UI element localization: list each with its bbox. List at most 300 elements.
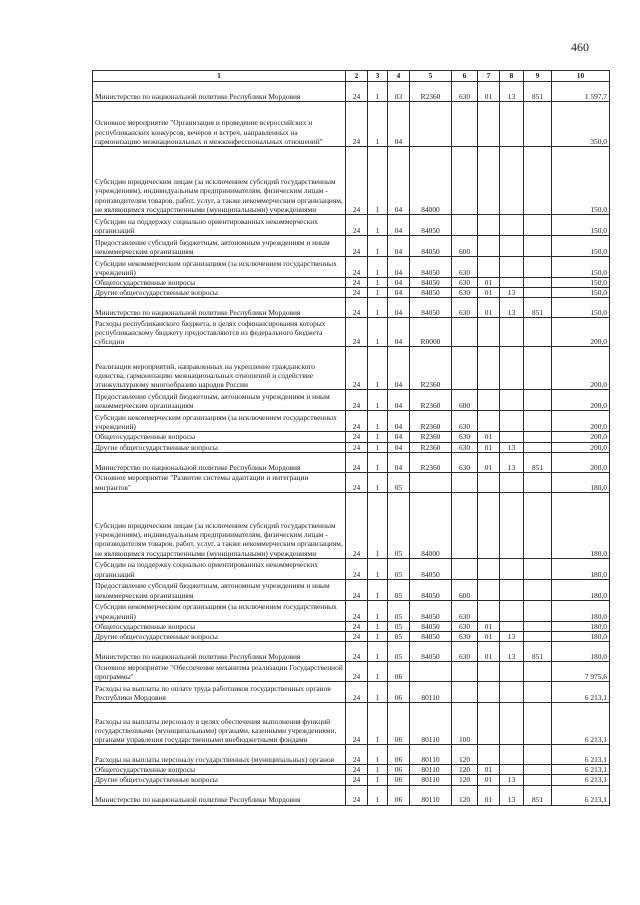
- col-header: 4: [388, 71, 410, 82]
- cell-code: 630: [452, 600, 478, 621]
- cell-amount: 200,0: [552, 390, 610, 411]
- cell-name: Другие общегосударственные вопросы: [93, 288, 346, 298]
- cell-code: 1: [368, 642, 388, 662]
- cell-code: 1: [368, 390, 388, 411]
- cell-code: 04: [388, 411, 410, 432]
- cell-code: 80110: [410, 785, 452, 805]
- cell-code: 630: [452, 452, 478, 472]
- cell-code: [452, 318, 478, 347]
- cell-code: 24: [346, 662, 368, 682]
- cell-code: [500, 432, 524, 442]
- cell-code: 01: [478, 775, 500, 785]
- cell-code: 05: [388, 492, 410, 558]
- cell-amount: 200,0: [552, 411, 610, 432]
- cell-amount: 180,0: [552, 621, 610, 631]
- cell-amount: 200,0: [552, 452, 610, 472]
- table-row: [93, 347, 610, 390]
- cell-code: [524, 236, 552, 257]
- cell-code: [524, 621, 552, 631]
- cell-amount: 6 213,1: [552, 765, 610, 775]
- table-row: [93, 745, 610, 765]
- cell-code: 1: [368, 288, 388, 298]
- cell-code: [524, 662, 552, 682]
- cell-name: Другие общегосударственные вопросы: [93, 442, 346, 452]
- cell-code: [500, 411, 524, 432]
- cell-code: 05: [388, 472, 410, 492]
- cell-code: [478, 745, 500, 765]
- cell-code: [478, 318, 500, 347]
- cell-code: 1: [368, 775, 388, 785]
- cell-code: [452, 472, 478, 492]
- cell-code: [478, 411, 500, 432]
- cell-code: [452, 492, 478, 558]
- cell-code: 120: [452, 785, 478, 805]
- cell-code: [524, 288, 552, 298]
- cell-code: 1: [368, 347, 388, 390]
- cell-code: 84050: [410, 621, 452, 631]
- cell-code: 100: [452, 703, 478, 745]
- cell-code: 13: [500, 632, 524, 642]
- cell-amount: 200,0: [552, 318, 610, 347]
- cell-code: 630: [452, 257, 478, 278]
- cell-code: 04: [388, 257, 410, 278]
- cell-amount: 6 213,1: [552, 785, 610, 805]
- cell-code: 24: [346, 298, 368, 318]
- cell-code: [478, 579, 500, 600]
- cell-code: 04: [388, 347, 410, 390]
- cell-name: Субсидии юридическим лицам (за исключением субсидий государственным учреждениям), индивидуальным предпринимателям, физическим лицам - производителям товаров, работ, услуг, а также некоммерческим организациям, не являющимся государственными (муниципальными) учреждениями: [93, 147, 346, 215]
- cell-code: 24: [346, 472, 368, 492]
- cell-code: 600: [452, 579, 478, 600]
- table-row: [93, 236, 610, 257]
- cell-name: Расходы республиканского бюджета, в целях софинансирования которых республиканскому бюджету предоставляются из федерального бюджета субсидии: [93, 318, 346, 347]
- cell-code: 24: [346, 432, 368, 442]
- cell-code: [500, 703, 524, 745]
- cell-code: 1: [368, 745, 388, 765]
- cell-code: [500, 278, 524, 288]
- cell-code: 1: [368, 632, 388, 642]
- header-row: [93, 71, 610, 82]
- cell-code: 04: [388, 147, 410, 215]
- cell-code: [452, 662, 478, 682]
- table-row: [93, 632, 610, 642]
- cell-code: [478, 215, 500, 236]
- cell-code: [524, 492, 552, 558]
- cell-code: 05: [388, 558, 410, 579]
- cell-code: 24: [346, 147, 368, 215]
- cell-code: 1: [368, 147, 388, 215]
- cell-code: 24: [346, 600, 368, 621]
- cell-code: 05: [388, 579, 410, 600]
- cell-name: Министерство по национальной политике Республики Мордовия: [93, 785, 346, 805]
- cell-code: [524, 765, 552, 775]
- cell-code: 851: [524, 642, 552, 662]
- cell-name: Реализация мероприятий, направленных на укрепление гражданского единства, гармонизацию межнациональных отношений и содействие этнокультурному многообразию народов России: [93, 347, 346, 390]
- cell-code: 84050: [410, 298, 452, 318]
- cell-code: 24: [346, 102, 368, 147]
- cell-code: 04: [388, 236, 410, 257]
- cell-code: [500, 492, 524, 558]
- cell-code: 1: [368, 257, 388, 278]
- cell-code: 04: [388, 298, 410, 318]
- cell-code: [524, 278, 552, 288]
- cell-code: 24: [346, 558, 368, 579]
- col-header: 5: [410, 71, 452, 82]
- cell-code: 24: [346, 642, 368, 662]
- cell-code: 24: [346, 215, 368, 236]
- cell-code: 1: [368, 318, 388, 347]
- cell-name: Основное мероприятие "Обеспечение механизма реализации Государственной программы": [93, 662, 346, 682]
- cell-code: R2360: [410, 390, 452, 411]
- cell-code: 13: [500, 442, 524, 452]
- cell-amount: 150,0: [552, 278, 610, 288]
- cell-code: 1: [368, 298, 388, 318]
- cell-code: 1: [368, 682, 388, 703]
- cell-code: [500, 558, 524, 579]
- cell-code: 80110: [410, 703, 452, 745]
- table-row: [93, 318, 610, 347]
- cell-code: 84050: [410, 600, 452, 621]
- cell-name: Предоставление субсидий бюджетным, автономным учреждениям и иным некоммерческим организациям: [93, 579, 346, 600]
- cell-code: [524, 472, 552, 492]
- cell-code: [478, 102, 500, 147]
- cell-code: [500, 662, 524, 682]
- cell-code: R2360: [410, 347, 452, 390]
- table-row: [93, 642, 610, 662]
- cell-code: R2360: [410, 82, 452, 102]
- cell-name: Министерство по национальной политике Республики Мордовия: [93, 82, 346, 102]
- cell-code: 84000: [410, 492, 452, 558]
- cell-code: 01: [478, 452, 500, 472]
- cell-code: 1: [368, 432, 388, 442]
- cell-code: 05: [388, 600, 410, 621]
- cell-code: 01: [478, 278, 500, 288]
- cell-code: 630: [452, 632, 478, 642]
- cell-code: 04: [388, 432, 410, 442]
- cell-code: 24: [346, 347, 368, 390]
- cell-code: 84050: [410, 288, 452, 298]
- cell-code: [500, 236, 524, 257]
- cell-code: 630: [452, 82, 478, 102]
- cell-code: [410, 472, 452, 492]
- cell-code: [500, 600, 524, 621]
- cell-name: Субсидии некоммерческим организациям (за исключением государственных учреждений): [93, 411, 346, 432]
- cell-amount: 150,0: [552, 257, 610, 278]
- cell-amount: 200,0: [552, 432, 610, 442]
- cell-code: 13: [500, 288, 524, 298]
- cell-code: [524, 215, 552, 236]
- cell-code: 06: [388, 765, 410, 775]
- cell-name: Расходы на выплаты по оплате труда работников государственных органов Республики Мордовия: [93, 682, 346, 703]
- cell-code: 120: [452, 765, 478, 775]
- cell-code: 120: [452, 775, 478, 785]
- col-header: 10: [552, 71, 610, 82]
- cell-name: Министерство по национальной политике Республики Мордовия: [93, 642, 346, 662]
- cell-name: Субсидии некоммерческим организациям (за исключением государственных учреждений): [93, 257, 346, 278]
- table-row: [93, 82, 610, 102]
- cell-code: [500, 215, 524, 236]
- cell-name: Субсидии юридическим лицам (за исключением субсидий государственным учреждениям), индивидуальным предпринимателям, физическим лицам - производителям товаров, работ, услуг, а также некоммерческим организациям, не являющимся государственными (муниципальными) учреждениями: [93, 492, 346, 558]
- cell-code: [478, 600, 500, 621]
- cell-code: [524, 745, 552, 765]
- cell-code: 24: [346, 682, 368, 703]
- cell-code: 1: [368, 215, 388, 236]
- col-header: 7: [478, 71, 500, 82]
- col-header: 3: [368, 71, 388, 82]
- table-row: [93, 775, 610, 785]
- cell-code: 04: [388, 442, 410, 452]
- cell-name: Общегосударственные вопросы: [93, 432, 346, 442]
- cell-code: 851: [524, 452, 552, 472]
- table-row: [93, 703, 610, 745]
- table-row: [93, 492, 610, 558]
- table-row: [93, 621, 610, 631]
- col-header: 1: [93, 71, 346, 82]
- cell-code: [500, 102, 524, 147]
- cell-code: 04: [388, 102, 410, 147]
- table-row: [93, 102, 610, 147]
- table-row: [93, 600, 610, 621]
- col-header: 9: [524, 71, 552, 82]
- cell-code: [452, 147, 478, 215]
- cell-code: [478, 703, 500, 745]
- cell-code: 630: [452, 298, 478, 318]
- cell-code: [524, 600, 552, 621]
- cell-code: 04: [388, 215, 410, 236]
- cell-code: 1: [368, 785, 388, 805]
- cell-code: 24: [346, 236, 368, 257]
- cell-code: 06: [388, 682, 410, 703]
- cell-code: 84050: [410, 632, 452, 642]
- cell-code: [452, 215, 478, 236]
- cell-code: 600: [452, 390, 478, 411]
- cell-amount: 150,0: [552, 215, 610, 236]
- cell-code: [478, 147, 500, 215]
- table-row: [93, 682, 610, 703]
- cell-code: 630: [452, 642, 478, 662]
- cell-code: 84050: [410, 215, 452, 236]
- cell-code: 80110: [410, 682, 452, 703]
- cell-code: 13: [500, 775, 524, 785]
- cell-code: R2360: [410, 411, 452, 432]
- cell-code: [478, 347, 500, 390]
- cell-name: Общегосударственные вопросы: [93, 765, 346, 775]
- cell-code: [500, 472, 524, 492]
- cell-code: [478, 682, 500, 703]
- cell-code: R0000: [410, 318, 452, 347]
- cell-code: 24: [346, 492, 368, 558]
- cell-code: 06: [388, 785, 410, 805]
- cell-code: 84050: [410, 642, 452, 662]
- cell-code: 24: [346, 411, 368, 432]
- cell-amount: 180,0: [552, 472, 610, 492]
- cell-code: 1: [368, 662, 388, 682]
- cell-code: 84050: [410, 236, 452, 257]
- cell-code: [524, 632, 552, 642]
- cell-code: 01: [478, 621, 500, 631]
- cell-code: [500, 745, 524, 765]
- cell-code: 24: [346, 765, 368, 775]
- cell-code: [452, 682, 478, 703]
- cell-code: [524, 390, 552, 411]
- cell-amount: 180,0: [552, 632, 610, 642]
- cell-code: [500, 390, 524, 411]
- cell-code: 851: [524, 785, 552, 805]
- cell-code: 24: [346, 632, 368, 642]
- cell-code: [500, 579, 524, 600]
- cell-code: 84000: [410, 147, 452, 215]
- table-row: [93, 765, 610, 775]
- cell-code: [500, 147, 524, 215]
- table-row: [93, 298, 610, 318]
- cell-name: Министерство по национальной политике Республики Мордовия: [93, 452, 346, 472]
- cell-code: 24: [346, 288, 368, 298]
- cell-name: Другие общегосударственные вопросы: [93, 775, 346, 785]
- cell-code: [500, 682, 524, 703]
- cell-code: [478, 257, 500, 278]
- cell-code: 13: [500, 785, 524, 805]
- cell-code: 01: [478, 642, 500, 662]
- cell-amount: 6 213,1: [552, 682, 610, 703]
- cell-code: 630: [452, 621, 478, 631]
- cell-code: 851: [524, 82, 552, 102]
- cell-amount: 180,0: [552, 579, 610, 600]
- cell-code: 1: [368, 411, 388, 432]
- cell-code: 04: [388, 318, 410, 347]
- cell-code: 24: [346, 745, 368, 765]
- cell-code: 1: [368, 558, 388, 579]
- cell-code: 1: [368, 703, 388, 745]
- cell-code: 06: [388, 703, 410, 745]
- cell-code: 630: [452, 288, 478, 298]
- cell-code: 24: [346, 785, 368, 805]
- cell-code: 84050: [410, 579, 452, 600]
- cell-name: Общегосударственные вопросы: [93, 278, 346, 288]
- cell-code: 1: [368, 621, 388, 631]
- col-header: 8: [500, 71, 524, 82]
- cell-code: 04: [388, 278, 410, 288]
- cell-code: [524, 147, 552, 215]
- cell-code: [478, 558, 500, 579]
- cell-code: 05: [388, 642, 410, 662]
- cell-amount: 180,0: [552, 492, 610, 558]
- cell-code: 13: [500, 452, 524, 472]
- cell-code: [452, 558, 478, 579]
- cell-name: Предоставление субсидий бюджетным, автономным учреждениям и иным некоммерческим организациям: [93, 390, 346, 411]
- cell-code: [500, 621, 524, 631]
- cell-amount: 6 213,1: [552, 703, 610, 745]
- cell-code: 1: [368, 82, 388, 102]
- cell-name: Субсидии некоммерческим организациям (за исключением государственных учреждений): [93, 600, 346, 621]
- cell-code: 06: [388, 775, 410, 785]
- cell-amount: 180,0: [552, 558, 610, 579]
- cell-code: 24: [346, 452, 368, 472]
- table-row: [93, 257, 610, 278]
- cell-code: 24: [346, 390, 368, 411]
- cell-code: 01: [478, 442, 500, 452]
- cell-amount: 200,0: [552, 347, 610, 390]
- cell-code: 1: [368, 579, 388, 600]
- cell-code: [524, 703, 552, 745]
- cell-code: R2360: [410, 432, 452, 442]
- cell-code: 01: [478, 82, 500, 102]
- cell-amount: 350,0: [552, 102, 610, 147]
- table-row: [93, 432, 610, 442]
- cell-code: [500, 257, 524, 278]
- cell-name: Основное мероприятие "Развитие системы адаптации и интеграции мигрантов": [93, 472, 346, 492]
- cell-code: 1: [368, 102, 388, 147]
- cell-code: 05: [388, 632, 410, 642]
- cell-code: [524, 432, 552, 442]
- cell-code: 630: [452, 432, 478, 442]
- cell-code: 630: [452, 278, 478, 288]
- cell-code: [524, 775, 552, 785]
- cell-code: 01: [478, 785, 500, 805]
- cell-code: [478, 472, 500, 492]
- cell-code: 1: [368, 765, 388, 775]
- cell-code: 1: [368, 452, 388, 472]
- cell-code: 1: [368, 492, 388, 558]
- cell-code: [410, 102, 452, 147]
- cell-code: [478, 390, 500, 411]
- cell-name: Общегосударственные вопросы: [93, 621, 346, 631]
- cell-amount: 200,0: [552, 442, 610, 452]
- cell-code: [500, 318, 524, 347]
- cell-code: 01: [478, 432, 500, 442]
- cell-name: Основное мероприятие "Организация и проведение всероссийских и республиканских конкурсов, вечеров и встреч, направленных на гармонизацию межнациональных и межконфессиональных отношений": [93, 102, 346, 147]
- cell-code: 80110: [410, 765, 452, 775]
- cell-code: [524, 442, 552, 452]
- cell-name: Расходы на выплаты персоналу в целях обеспечения выполнения функций государственными (муниципальными) органами, казенными учреждениями, органами управления государственными внебюджетными фондами: [93, 703, 346, 745]
- cell-code: 01: [478, 288, 500, 298]
- table-row: [93, 785, 610, 805]
- page-number: 460: [571, 40, 589, 54]
- table-row: [93, 390, 610, 411]
- cell-code: 80110: [410, 745, 452, 765]
- cell-code: 06: [388, 745, 410, 765]
- cell-name: Субсидии на поддержку социально ориентированных некоммерческих организаций: [93, 558, 346, 579]
- table-row: [93, 411, 610, 432]
- table-row: [93, 147, 610, 215]
- cell-name: Расходы на выплаты персоналу государственных (муниципальных) органов: [93, 745, 346, 765]
- cell-code: 05: [388, 621, 410, 631]
- cell-code: [524, 558, 552, 579]
- cell-code: 24: [346, 442, 368, 452]
- cell-amount: 150,0: [552, 288, 610, 298]
- cell-code: 04: [388, 452, 410, 472]
- cell-code: 600: [452, 236, 478, 257]
- cell-code: 1: [368, 600, 388, 621]
- cell-code: 24: [346, 579, 368, 600]
- cell-code: [524, 347, 552, 390]
- cell-name: Субсидии на поддержку социально ориентированных некоммерческих организаций: [93, 215, 346, 236]
- table-row: [93, 215, 610, 236]
- cell-code: 24: [346, 318, 368, 347]
- cell-code: R2360: [410, 452, 452, 472]
- cell-code: [478, 492, 500, 558]
- table-row: [93, 662, 610, 682]
- cell-code: 04: [388, 390, 410, 411]
- budget-table: [92, 70, 610, 806]
- cell-code: 01: [478, 765, 500, 775]
- cell-code: 24: [346, 621, 368, 631]
- table-row: [93, 442, 610, 452]
- cell-code: 24: [346, 775, 368, 785]
- cell-code: 1: [368, 236, 388, 257]
- cell-amount: 180,0: [552, 600, 610, 621]
- col-header: 6: [452, 71, 478, 82]
- cell-code: 13: [500, 82, 524, 102]
